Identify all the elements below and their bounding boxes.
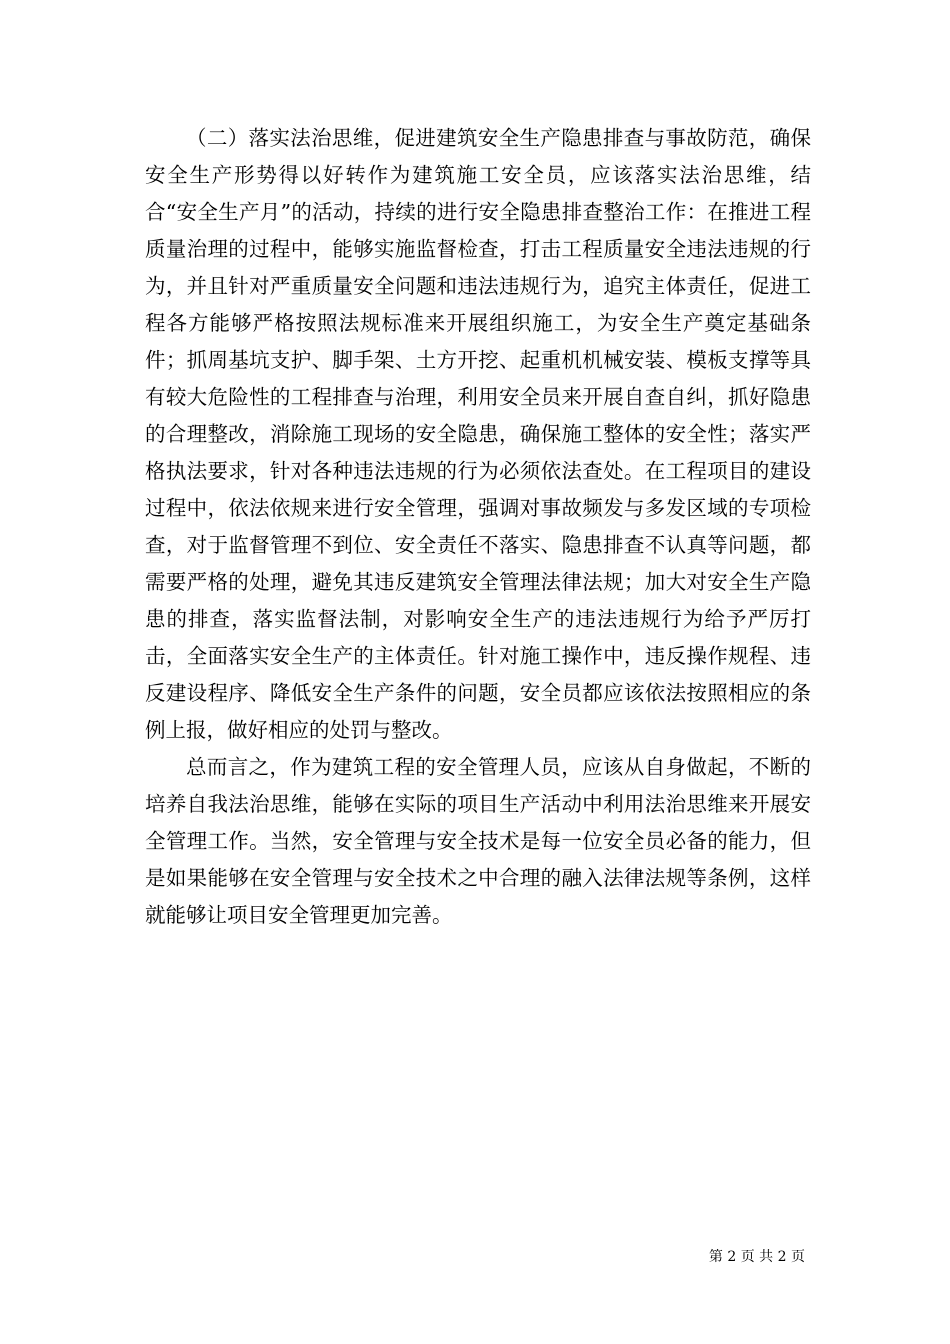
document-body bbox=[145, 120, 811, 934]
paragraph-conclusion: 总而言之，作为建筑工程的安全管理人员，应该从自身做起，不断的培养自我法治思维，能够在实际的项目生产活动中利用法治思维来开展安全管理工作。当然，安全管理与安全技术是每一位安全员必备的能力，但是如果能够在安全管理与安全技术之中合理的融入法律法规等条例，这样就能够让项目安全管理更加完善。 bbox=[145, 755, 811, 927]
page-number-footer: 第 2 页 共 2 页 bbox=[708, 1249, 805, 1265]
paragraph-legal-thinking: （二）落实法治思维，促进建筑安全生产隐患排查与事故防范，确保安全生产形势得以好转作为建筑施工安全员，应该落实法治思维，结合“安全生产月”的活动，持续的进行安全隐患排查整治工作：在推进工程质量治理的过程中，能够实施监督检查，打击工程质量安全违法违规的行为，并且针对严重质量安全问题和违法违规行为，追究主体责任，促进工程各方能够严格按照法规标准来开展组织施工，为安全生产奠定基础条件；抓周基坑支护、脚手架、土方开挖、起重机机械安装、模板支撑等具有较大危险性的工程排查与治理，利用安全员来开展自查自纠，抓好隐患的合理整改，消除施工现场的安全隐患，确保施工整体的安全性；落实严格执法要求，针对各种违法违规的行为必须依法查处。在工程项目的建设过程中，依法依规来进行安全管理，强调对事故频发与多发区域的专项检查，对于监督管理不到位、安全责任不落实、隐患排查不认真等问题，都需要严格的处理，避免其违反建筑安全管理法律法规；加大对安全生产隐患的排查，落实监督法制，对影响安全生产的违法违规行为给予严厉打击，全面落实安全生产的主体责任。针对施工操作中，违反操作规程、违反建设程序、降低安全生产条件的问题，安全员都应该依法按照相应的条例上报，做好相应的处罚与整改。 bbox=[145, 126, 811, 742]
